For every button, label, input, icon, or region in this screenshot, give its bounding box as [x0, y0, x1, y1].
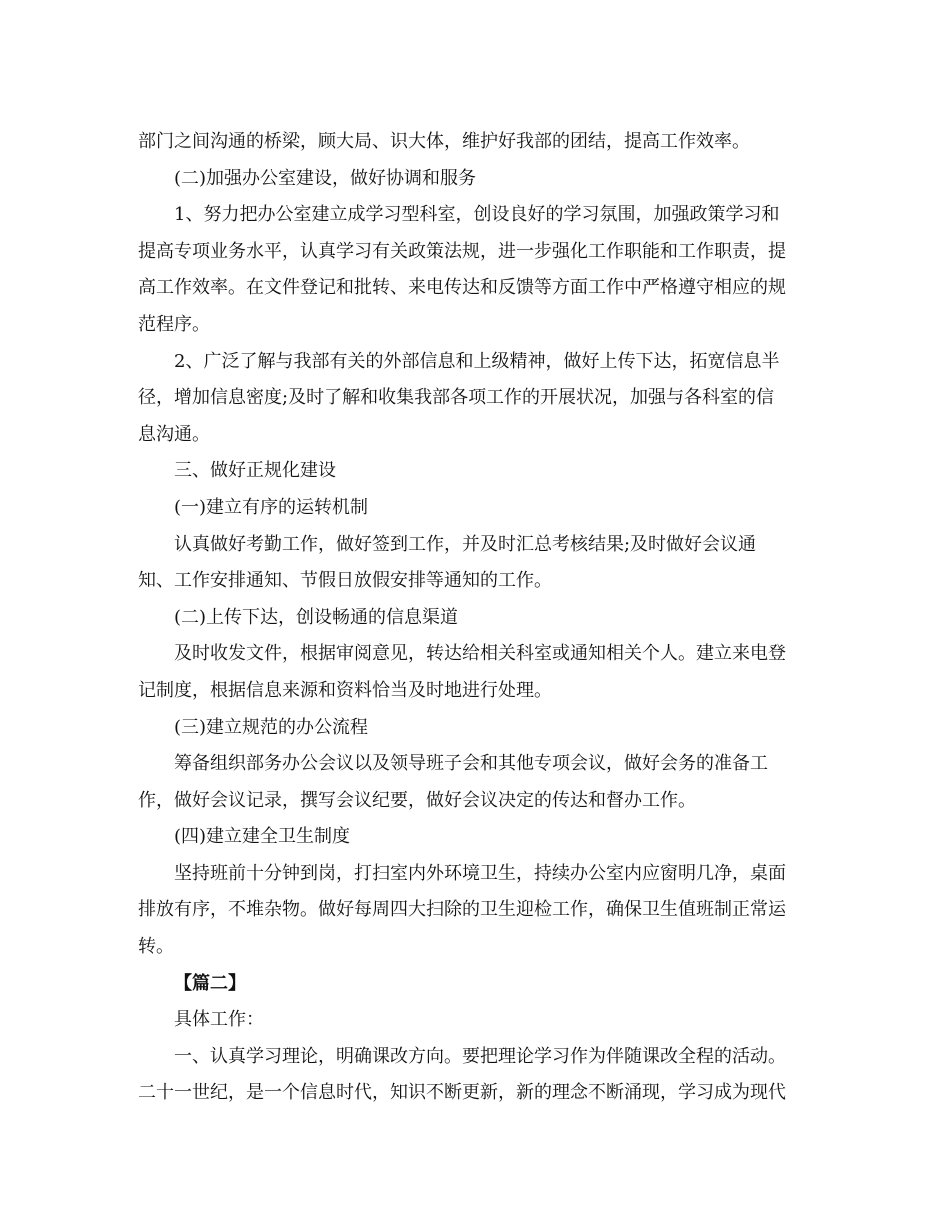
- subsection-heading-3-1: (一)建立有序的运转机制: [174, 496, 369, 518]
- paragraph-3: 2、广泛了解与我部有关的外部信息和上级精神，做好上传下达，拓宽信息半 径，增加信息密度;及时了解和收集我部各项工作的开展状况，加强与各科室的信 息沟通。: [138, 350, 780, 445]
- section-heading-3: 三、做好正规化建设: [174, 460, 336, 482]
- paragraph-2: 1、努力把办公室建立成学习型科室，创设良好的学习氛围，加强政策学习和 提高专项业务水平，认真学习有关政策法规，进一步强化工作职能和工作职责，提 高工作效率。在文件登记和批转、来电传达和反馈等方面工作中严格遵守相应的规 范程序。: [138, 204, 786, 335]
- paragraph-5: 及时收发文件，根据审阅意见，转达给相关科室或通知相关个人。建立来电登 记制度，根据信息来源和资料恰当及时地进行处理。: [138, 643, 786, 701]
- subsection-heading-3-2: (二)上传下达，创设畅通的信息渠道: [174, 606, 459, 628]
- subsection-heading-3-4: (四)建立建全卫生制度: [174, 826, 351, 848]
- paragraph-8: 具体工作：: [174, 1009, 264, 1031]
- paragraph-1: 部门之间沟通的桥梁，顾大局、识大体，维护好我部的团结，提高工作效率。: [138, 131, 750, 152]
- paragraph-6: 筹备组织部务办公会议以及领导班子会和其他专项会议，做好会务的准备工 作，做好会议记录，撰写会议纪要，做好会议决定的传达和督办工作。: [138, 753, 768, 811]
- document-page: [138, 124, 810, 1112]
- paragraph-9: 一、认真学习理论，明确课改方向。要把理论学习作为伴随课改全程的活动。 二十一世纪，是一个信息时代，知识不断更新，新的理念不断涌现，学习成为现代: [138, 1045, 786, 1104]
- paragraph-7: 坚持班前十分钟到岗，打扫室内外环境卫生，持续办公室内应窗明几净，桌面 排放有序，不堆杂物。做好每周四大扫除的卫生迎检工作，确保卫生值班制正常运 转。: [138, 862, 786, 958]
- subsection-heading-3-3: (三)建立规范的办公流程: [174, 716, 369, 738]
- part-two-heading: 【篇二】: [174, 972, 246, 994]
- paragraph-4: 认真做好考勤工作，做好签到工作，并及时汇总考核结果;及时做好会议通 知、工作安排通知、节假日放假安排等通知的工作。: [138, 533, 757, 592]
- section-heading-2-2: (二)加强办公室建设，做好协调和服务: [174, 167, 477, 189]
